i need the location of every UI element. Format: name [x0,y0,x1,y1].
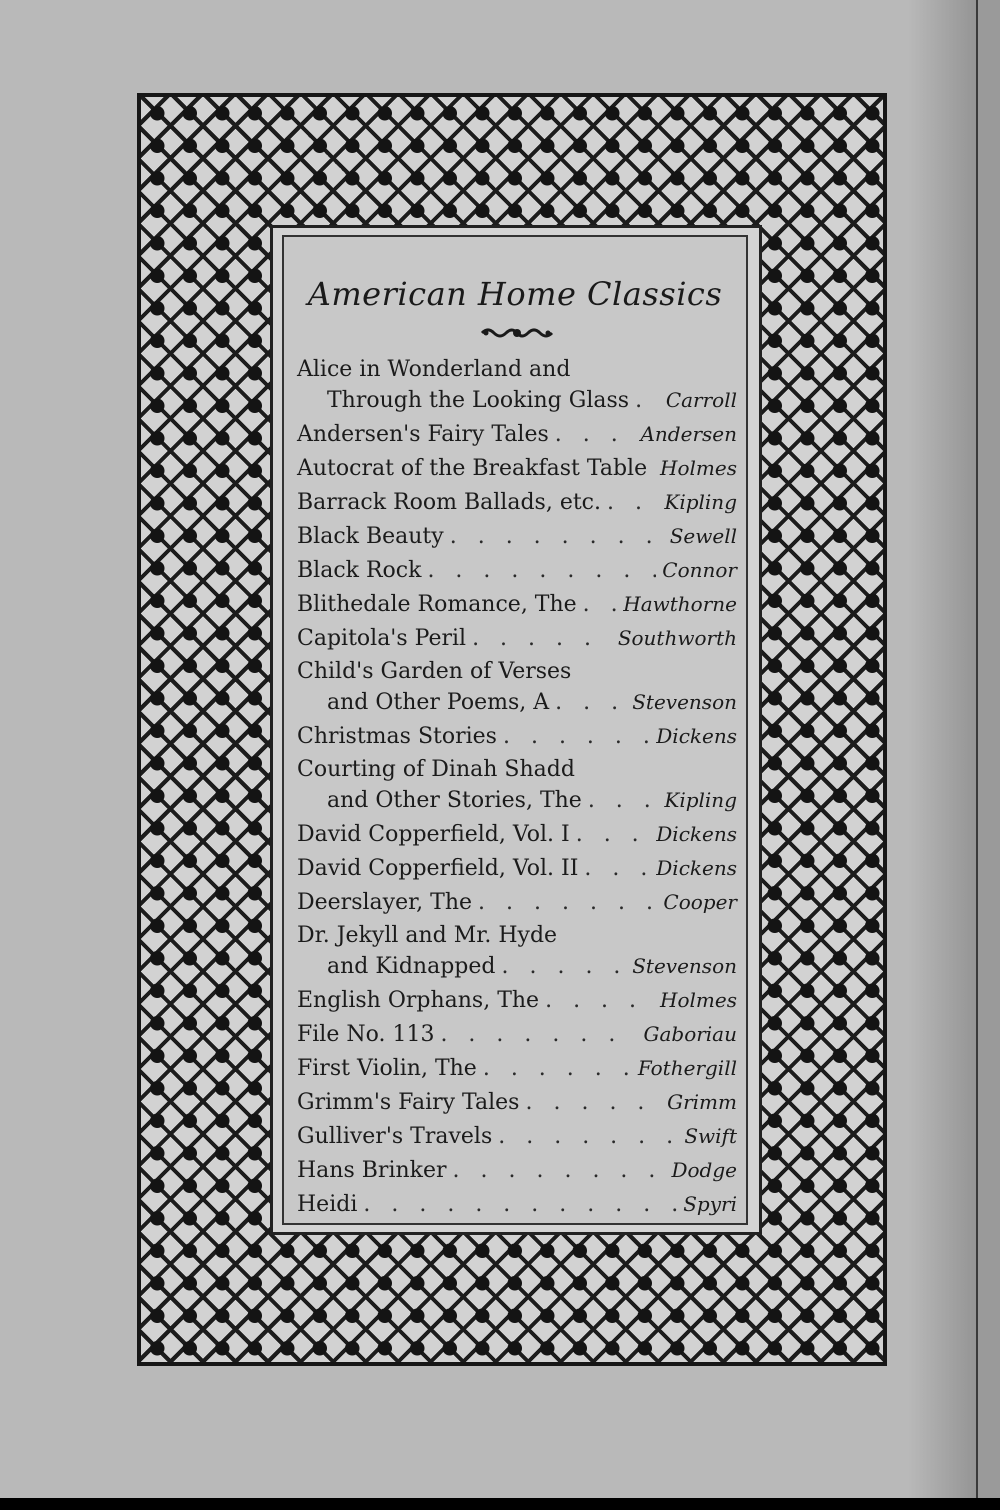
book-entry [297,755,737,816]
book-title: Dr. Jekyll and Mr. Hyde [297,923,558,948]
book-title: Blithedale Romance, The [297,592,577,617]
book-entry [297,487,737,518]
book-title-continued: and Other Stories, The [327,788,582,813]
book-entry [297,1155,737,1186]
book-author: Gaboriau [643,1022,737,1046]
book-entry-line [297,1019,737,1050]
book-entry-line [297,887,737,918]
book-title: Heidi [297,1192,358,1217]
book-title: File No. 113 [297,1022,435,1047]
book-entry-line [297,589,737,620]
book-entry-line [297,555,737,586]
book-title-continued: and Other Poems, A [327,690,550,715]
dot-leader [576,820,651,850]
book-author: Carroll [665,388,737,412]
book-entry-line [297,1053,737,1084]
dot-leader [555,420,635,450]
book-entry [297,1121,737,1152]
adjacent-page-edge [976,0,1000,1498]
book-title: Black Rock [297,558,422,583]
book-author: Grimm [667,1090,737,1114]
book-title: Child's Garden of Verses [297,659,572,684]
book-entry [297,419,737,450]
book-entry [297,1189,737,1220]
book-title: Gulliver's Travels [297,1124,493,1149]
dot-leader [653,454,654,484]
title-panel-frame [270,225,762,1235]
dot-leader [607,488,658,518]
book-entry-line [297,985,737,1016]
book-title: David Copperfield, Vol. I [297,822,570,847]
dot-leader [525,1088,661,1118]
series-title: American Home Classics [307,275,723,313]
book-title-continued: and Kidnapped [327,954,496,979]
book-entry [297,887,737,918]
book-entry-line [297,419,737,450]
dot-leader [501,952,626,982]
book-entry [297,1053,737,1084]
book-author: Dickens [656,856,737,880]
dot-leader [545,986,654,1016]
book-author: Dickens [656,724,737,748]
book-entry [297,623,737,654]
book-author: Dickens [656,822,737,846]
page-fold-shadow [908,0,976,1498]
book-entry-line [297,687,737,718]
book-entry [297,657,737,718]
dot-leader [453,1156,666,1186]
book-title: Andersen's Fairy Tales [297,422,549,447]
book-entry [297,985,737,1016]
dot-leader [555,688,626,718]
book-entry-line [297,355,737,385]
book-author: Fothergill [637,1056,737,1080]
book-entry-line [297,819,737,850]
book-entry-line [297,951,737,982]
book-title: Autocrat of the Breakfast Table [297,456,648,481]
book-author: Stevenson [632,954,737,978]
book-entry-line [297,657,737,687]
dot-leader [450,522,664,552]
book-author: Stevenson [632,690,737,714]
book-author: Swift [684,1124,737,1148]
dot-leader [363,1190,677,1220]
book-entry-line [297,1189,737,1220]
book-entry [297,1019,737,1050]
dot-leader [440,1020,637,1050]
book-author: Holmes [660,988,737,1012]
book-entry [297,853,737,884]
book-title: Christmas Stories [297,724,497,749]
book-entry [297,453,737,484]
dot-leader [478,888,657,918]
book-entry [297,721,737,752]
book-title: David Copperfield, Vol. II [297,856,579,881]
book-author: Spyri [683,1192,737,1216]
dot-leader [427,556,656,586]
dot-leader [635,386,660,416]
dot-leader [483,1054,632,1084]
book-list [297,355,737,1223]
book-author: Sewell [669,524,737,548]
book-title-continued: Through the Looking Glass [327,388,630,413]
book-entry-line [297,1155,737,1186]
decorative-lattice-border [137,93,887,1366]
book-entry [297,355,737,416]
book-author: Kipling [664,490,737,514]
book-entry-line [297,1121,737,1152]
book-author: Cooper [663,890,737,914]
book-entry-line [297,453,737,484]
book-author: Kipling [664,788,737,812]
book-title: Alice in Wonderland and [297,357,571,382]
book-entry-line [297,755,737,785]
book-author: Dodge [671,1158,737,1182]
dot-leader [588,786,659,816]
book-title: Barrack Room Ballads, etc. [297,490,601,515]
dot-leader [584,854,650,884]
dot-leader [503,722,650,752]
book-title: Grimm's Fairy Tales [297,1090,520,1115]
book-entry-line [297,623,737,654]
book-title: Black Beauty [297,524,444,549]
book-entry-line [297,785,737,816]
book-entry [297,521,737,552]
book-entry-line [297,521,737,552]
book-entry [297,1087,737,1118]
book-entry-line [297,1087,737,1118]
dot-leader [583,590,618,620]
book-title: Hans Brinker [297,1158,447,1183]
book-author: Hawthorne [623,592,737,616]
book-entry-line [297,487,737,518]
book-entry-line [297,853,737,884]
book-entry-line [297,385,737,416]
book-entry-line [297,921,737,951]
scroll-ornament-icon [480,325,554,341]
title-panel [282,235,748,1225]
book-author: Holmes [660,456,737,480]
book-entry-line [297,721,737,752]
book-title: Deerslayer, The [297,890,473,915]
book-entry [297,921,737,982]
book-entry [297,589,737,620]
book-author: Southworth [617,626,737,650]
book-title: English Orphans, The [297,988,540,1013]
book-author: Andersen [640,422,737,446]
book-author: Connor [662,558,737,582]
book-title: Courting of Dinah Shadd [297,757,575,782]
dot-leader [472,624,612,654]
book-title: Capitola's Peril [297,626,467,651]
book-title: First Violin, The [297,1056,477,1081]
dot-leader [498,1122,678,1152]
book-entry [297,555,737,586]
book-entry [297,819,737,850]
